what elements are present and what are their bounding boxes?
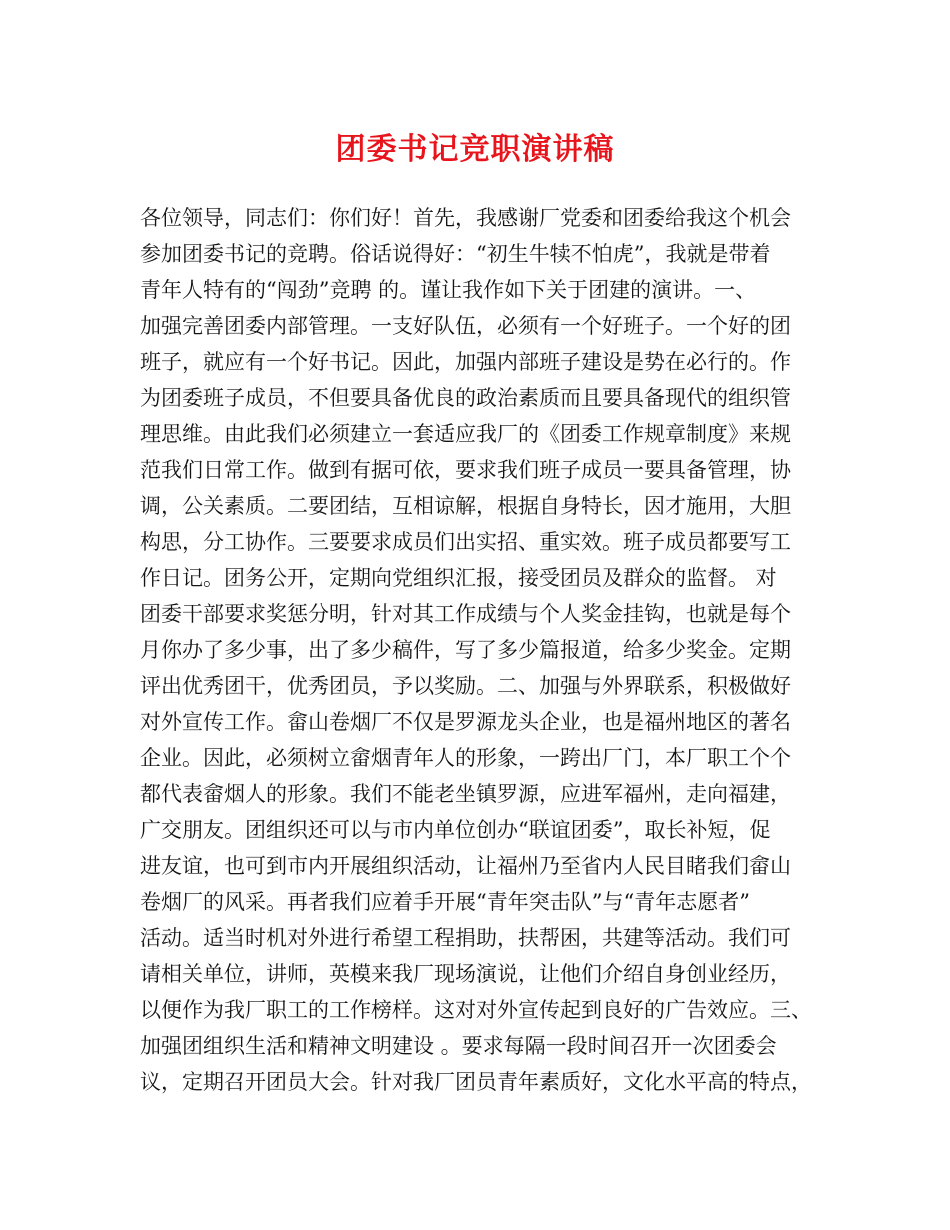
body-line: 范我们日常工作。做到有据可依，要求我们班子成员一要具备管理，协 xyxy=(140,458,791,482)
body-line: 议，定期召开团员大会。针对我厂团员青年素质好，文化水平高的特点， xyxy=(140,1070,812,1094)
body-line: 班子，就应有一个好书记。因此，加强内部班子建设是势在必行的。作 xyxy=(140,350,791,374)
body-line: 活动。适当时机对外进行希望工程捐助，扶帮困，共建等活动。我们可 xyxy=(140,926,791,950)
body-line: 加强团组织生活和精神文明建设 。要求每隔一段时间召开一次团委会 xyxy=(140,1034,777,1058)
body-line: 都代表畲烟人的形象。我们不能老坐镇罗源，应进军福州，走向福建， xyxy=(140,782,791,806)
body-line: 月你办了多少事，出了多少稿件，写了多少篇报道，给多少奖金。定期 xyxy=(140,638,791,662)
body-line: 为团委班子成员，不但要具备优良的政治素质而且要具备现代的组织管 xyxy=(140,386,791,410)
body-line: 企业。因此，必须树立畲烟青年人的形象，一跨出厂门，本厂职工个个 xyxy=(140,746,791,770)
body-line: 参加团委书记的竞聘。俗话说得好：“初生牛犊不怕虎”，我就是带着 xyxy=(140,242,771,266)
body-line: 团委干部要求奖惩分明，针对其工作成绩与个人奖金挂钩，也就是每个 xyxy=(140,602,791,626)
body-line: 各位领导，同志们：你们好！首先，我感谢厂党委和团委给我这个机会 xyxy=(140,206,791,230)
body-line: 构思，分工协作。三要要求成员们出实招、重实效。班子成员都要写工 xyxy=(140,530,791,554)
body-line: 作日记。团务公开，定期向党组织汇报，接受团员及群众的监督。 对 xyxy=(140,566,777,590)
body-line: 对外宣传工作。畲山卷烟厂不仅是罗源龙头企业，也是福州地区的著名 xyxy=(140,710,791,734)
document-title: 团委书记竞职演讲稿 xyxy=(335,132,615,167)
body-line: 调，公关素质。二要团结，互相谅解，根据自身特长，因才施用，大胆 xyxy=(140,494,791,518)
body-line: 青年人特有的“闯劲”竞聘 的。谨让我作如下关于团建的演讲。一、 xyxy=(140,278,757,302)
body-line: 请相关单位，讲师，英模来我厂现场演说，让他们介绍自身创业经历， xyxy=(140,962,791,986)
body-line: 广交朋友。团组织还可以与市内单位创办“联谊团委”，取长补短，促 xyxy=(140,818,771,842)
body-line: 评出优秀团干，优秀团员，予以奖励。二、加强与外界联系，积极做好 xyxy=(140,674,791,698)
document-body xyxy=(140,200,830,1100)
body-line: 加强完善团委内部管理。一支好队伍，必须有一个好班子。一个好的团 xyxy=(140,314,791,338)
body-line: 理思维。由此我们必须建立一套适应我厂的《团委工作规章制度》来规 xyxy=(140,422,791,446)
body-line: 卷烟厂的风采。再者我们应着手开展“青年突击队”与“青年志愿者” xyxy=(140,890,750,914)
body-line: 以便作为我厂职工的工作榜样。这对对外宣传起到良好的广告效应。三、 xyxy=(140,998,812,1022)
body-line: 进友谊，也可到市内开展组织活动，让福州乃至省内人民目睹我们畲山 xyxy=(140,854,791,878)
